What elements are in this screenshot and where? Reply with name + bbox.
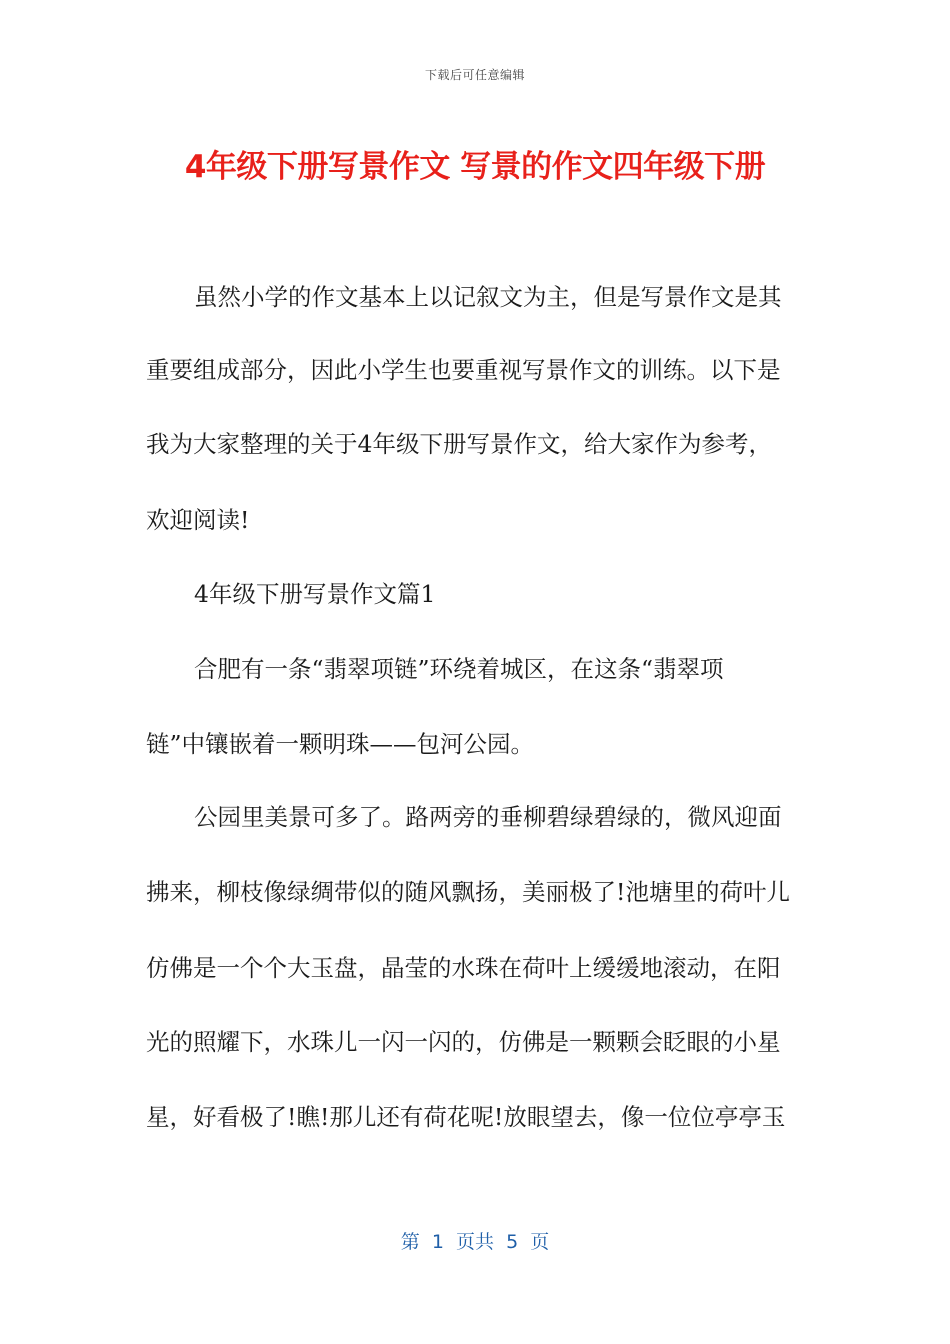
document-title: 4年级下册写景作文 写景的作文四年级下册 [184, 149, 766, 185]
page-number-footer: 第 1 页共 5 页 [400, 1231, 550, 1253]
paragraph-line: 星，好看极了!瞧!那儿还有荷花呢!放眼望去，像一位位亭亭玉 [146, 1103, 786, 1131]
paragraph-line: 链”中镶嵌着一颗明珠——包河公园。 [146, 730, 535, 758]
paragraph-line: 我为大家整理的关于4年级下册写景作文，给大家作为参考， [146, 430, 772, 458]
header-note: 下载后可任意编辑 [424, 68, 525, 82]
paragraph-line: 光的照耀下，水珠儿一闪一闪的，仿佛是一颗颗会眨眼的小星 [146, 1028, 781, 1056]
paragraph-line: 欢迎阅读! [146, 506, 250, 534]
section-heading: 4年级下册写景作文篇1 [194, 580, 436, 608]
paragraph-line: 公园里美景可多了。路两旁的垂柳碧绿碧绿的，微风迎面 [194, 803, 782, 831]
paragraph-line: 拂来，柳枝像绿绸带似的随风飘扬，美丽极了!池塘里的荷叶儿 [146, 878, 790, 906]
paragraph-line: 仿佛是一个个大玉盘，晶莹的水珠在荷叶上缓缓地滚动，在阳 [146, 954, 781, 982]
paragraph-line: 虽然小学的作文基本上以记叙文为主，但是写景作文是其 [194, 283, 782, 311]
paragraph-line: 重要组成部分，因此小学生也要重视写景作文的训练。以下是 [146, 356, 781, 384]
paragraph-line: 合肥有一条“翡翠项链”环绕着城区，在这条“翡翠项 [194, 655, 724, 683]
